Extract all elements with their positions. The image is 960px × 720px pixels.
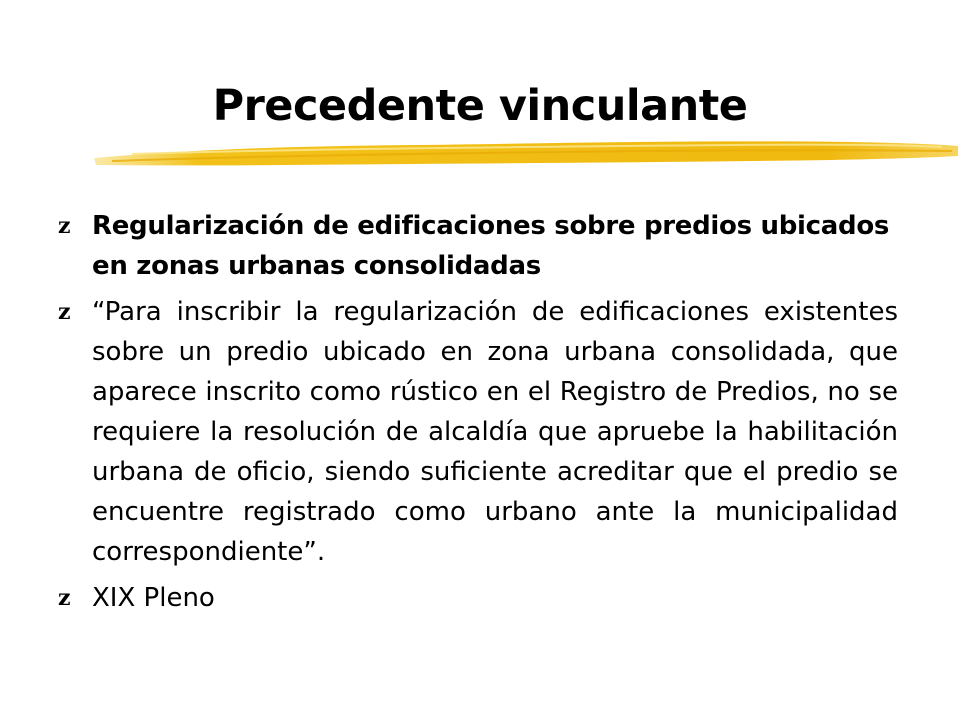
- z-bullet-icon: z: [58, 213, 71, 239]
- bullet-list: [58, 206, 898, 624]
- z-bullet-icon: z: [58, 299, 71, 325]
- bullet-item-quote: [58, 292, 898, 572]
- bullet-text: Regularización de edificaciones sobre predios ubicados en zonas urbanas consolidadas: [92, 211, 890, 281]
- slide-title: Precedente vinculante: [212, 81, 748, 131]
- z-bullet-icon: z: [58, 585, 71, 611]
- bullet-item-topic: [58, 206, 898, 286]
- bullet-text: “Para inscribir la regularización de edificaciones existentes sobre un predio ubicado en zona urbana consolidada, que aparece inscrito como rústico en el Registro de Predios, no se requiere la resolución de alcaldía que apruebe la habilitación urbana de oficio, siendo suficiente acreditar que el predio se encuentre registrado como urbano ante la municipalidad correspondiente”.: [92, 297, 898, 567]
- title-underline-brushstroke: [92, 132, 960, 176]
- bullet-text: XIX Pleno: [92, 583, 215, 613]
- bullet-item-source: [58, 578, 898, 618]
